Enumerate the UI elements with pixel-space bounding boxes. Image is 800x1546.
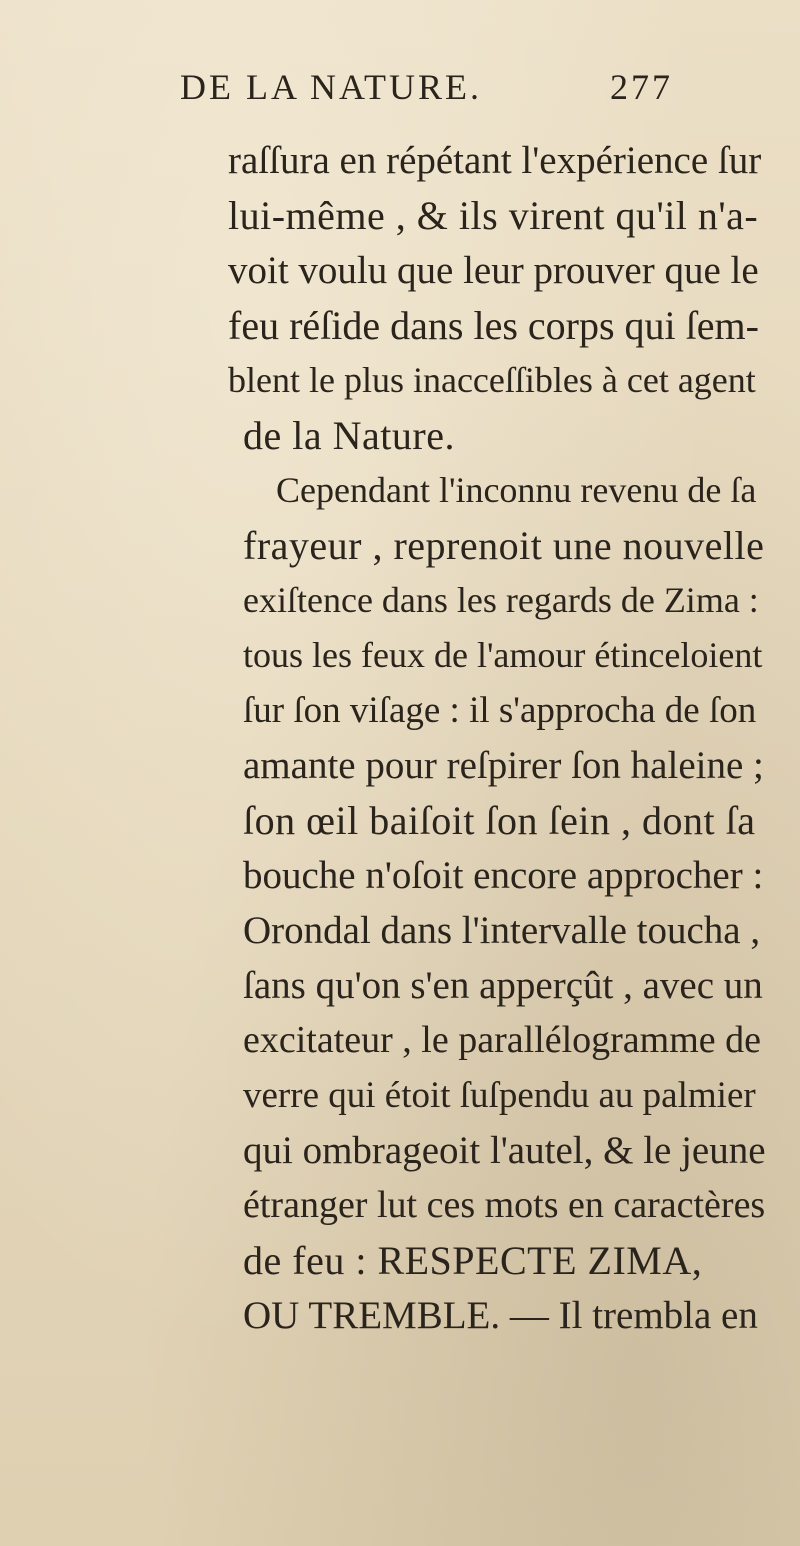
text-line: de la Nature. xyxy=(243,413,455,458)
page-header xyxy=(180,66,740,126)
text-line: ſans qu'on s'en apperçût , avec un xyxy=(243,964,763,1007)
text-line: feu réſide dans les corps qui ſem- xyxy=(228,303,759,348)
running-title: DE LA NATURE. xyxy=(180,67,482,107)
text-line: ſon œil baiſoit ſon ſein , dont ſa xyxy=(243,798,756,843)
text-line: blent le plus inacceſſibles à cet agent xyxy=(228,360,756,400)
text-line: raſſura en répétant l'expérience ſur xyxy=(228,139,762,182)
text-line: tous les feux de l'amour étinceloient xyxy=(243,635,763,675)
text-line: excitateur , le parallélogramme de xyxy=(243,1019,762,1061)
text-line: verre qui étoit ſuſpendu au palmier xyxy=(243,1075,756,1116)
text-line: qui ombrageoit l'autel, & le jeune xyxy=(243,1129,766,1172)
text-line: étranger lut ces mots en caractères xyxy=(243,1184,766,1226)
text-line: amante pour reſpirer ſon haleine ; xyxy=(243,744,764,787)
text-line: Orondal dans l'intervalle toucha , xyxy=(243,909,761,952)
paragraph-first-line: Cependant l'inconnu revenu de ſa xyxy=(276,470,757,510)
text-line: voit voulu que leur prouver que le xyxy=(228,249,759,292)
text-line: ſur ſon viſage : il s'approcha de ſon xyxy=(243,690,757,731)
page-number: 277 xyxy=(610,67,673,107)
text-line: lui-même , & ils virent qu'il n'a- xyxy=(228,193,759,238)
text-line: de feu : RESPECTE ZIMA, xyxy=(243,1238,703,1283)
text-line: exiſtence dans les regards de Zima : xyxy=(243,580,759,620)
text-line: bouche n'oſoit encore approcher : xyxy=(243,854,764,897)
text-line: OU TREMBLE. — Il trembla en xyxy=(243,1294,758,1337)
text-line: frayeur , reprenoit une nouvelle xyxy=(243,523,765,568)
